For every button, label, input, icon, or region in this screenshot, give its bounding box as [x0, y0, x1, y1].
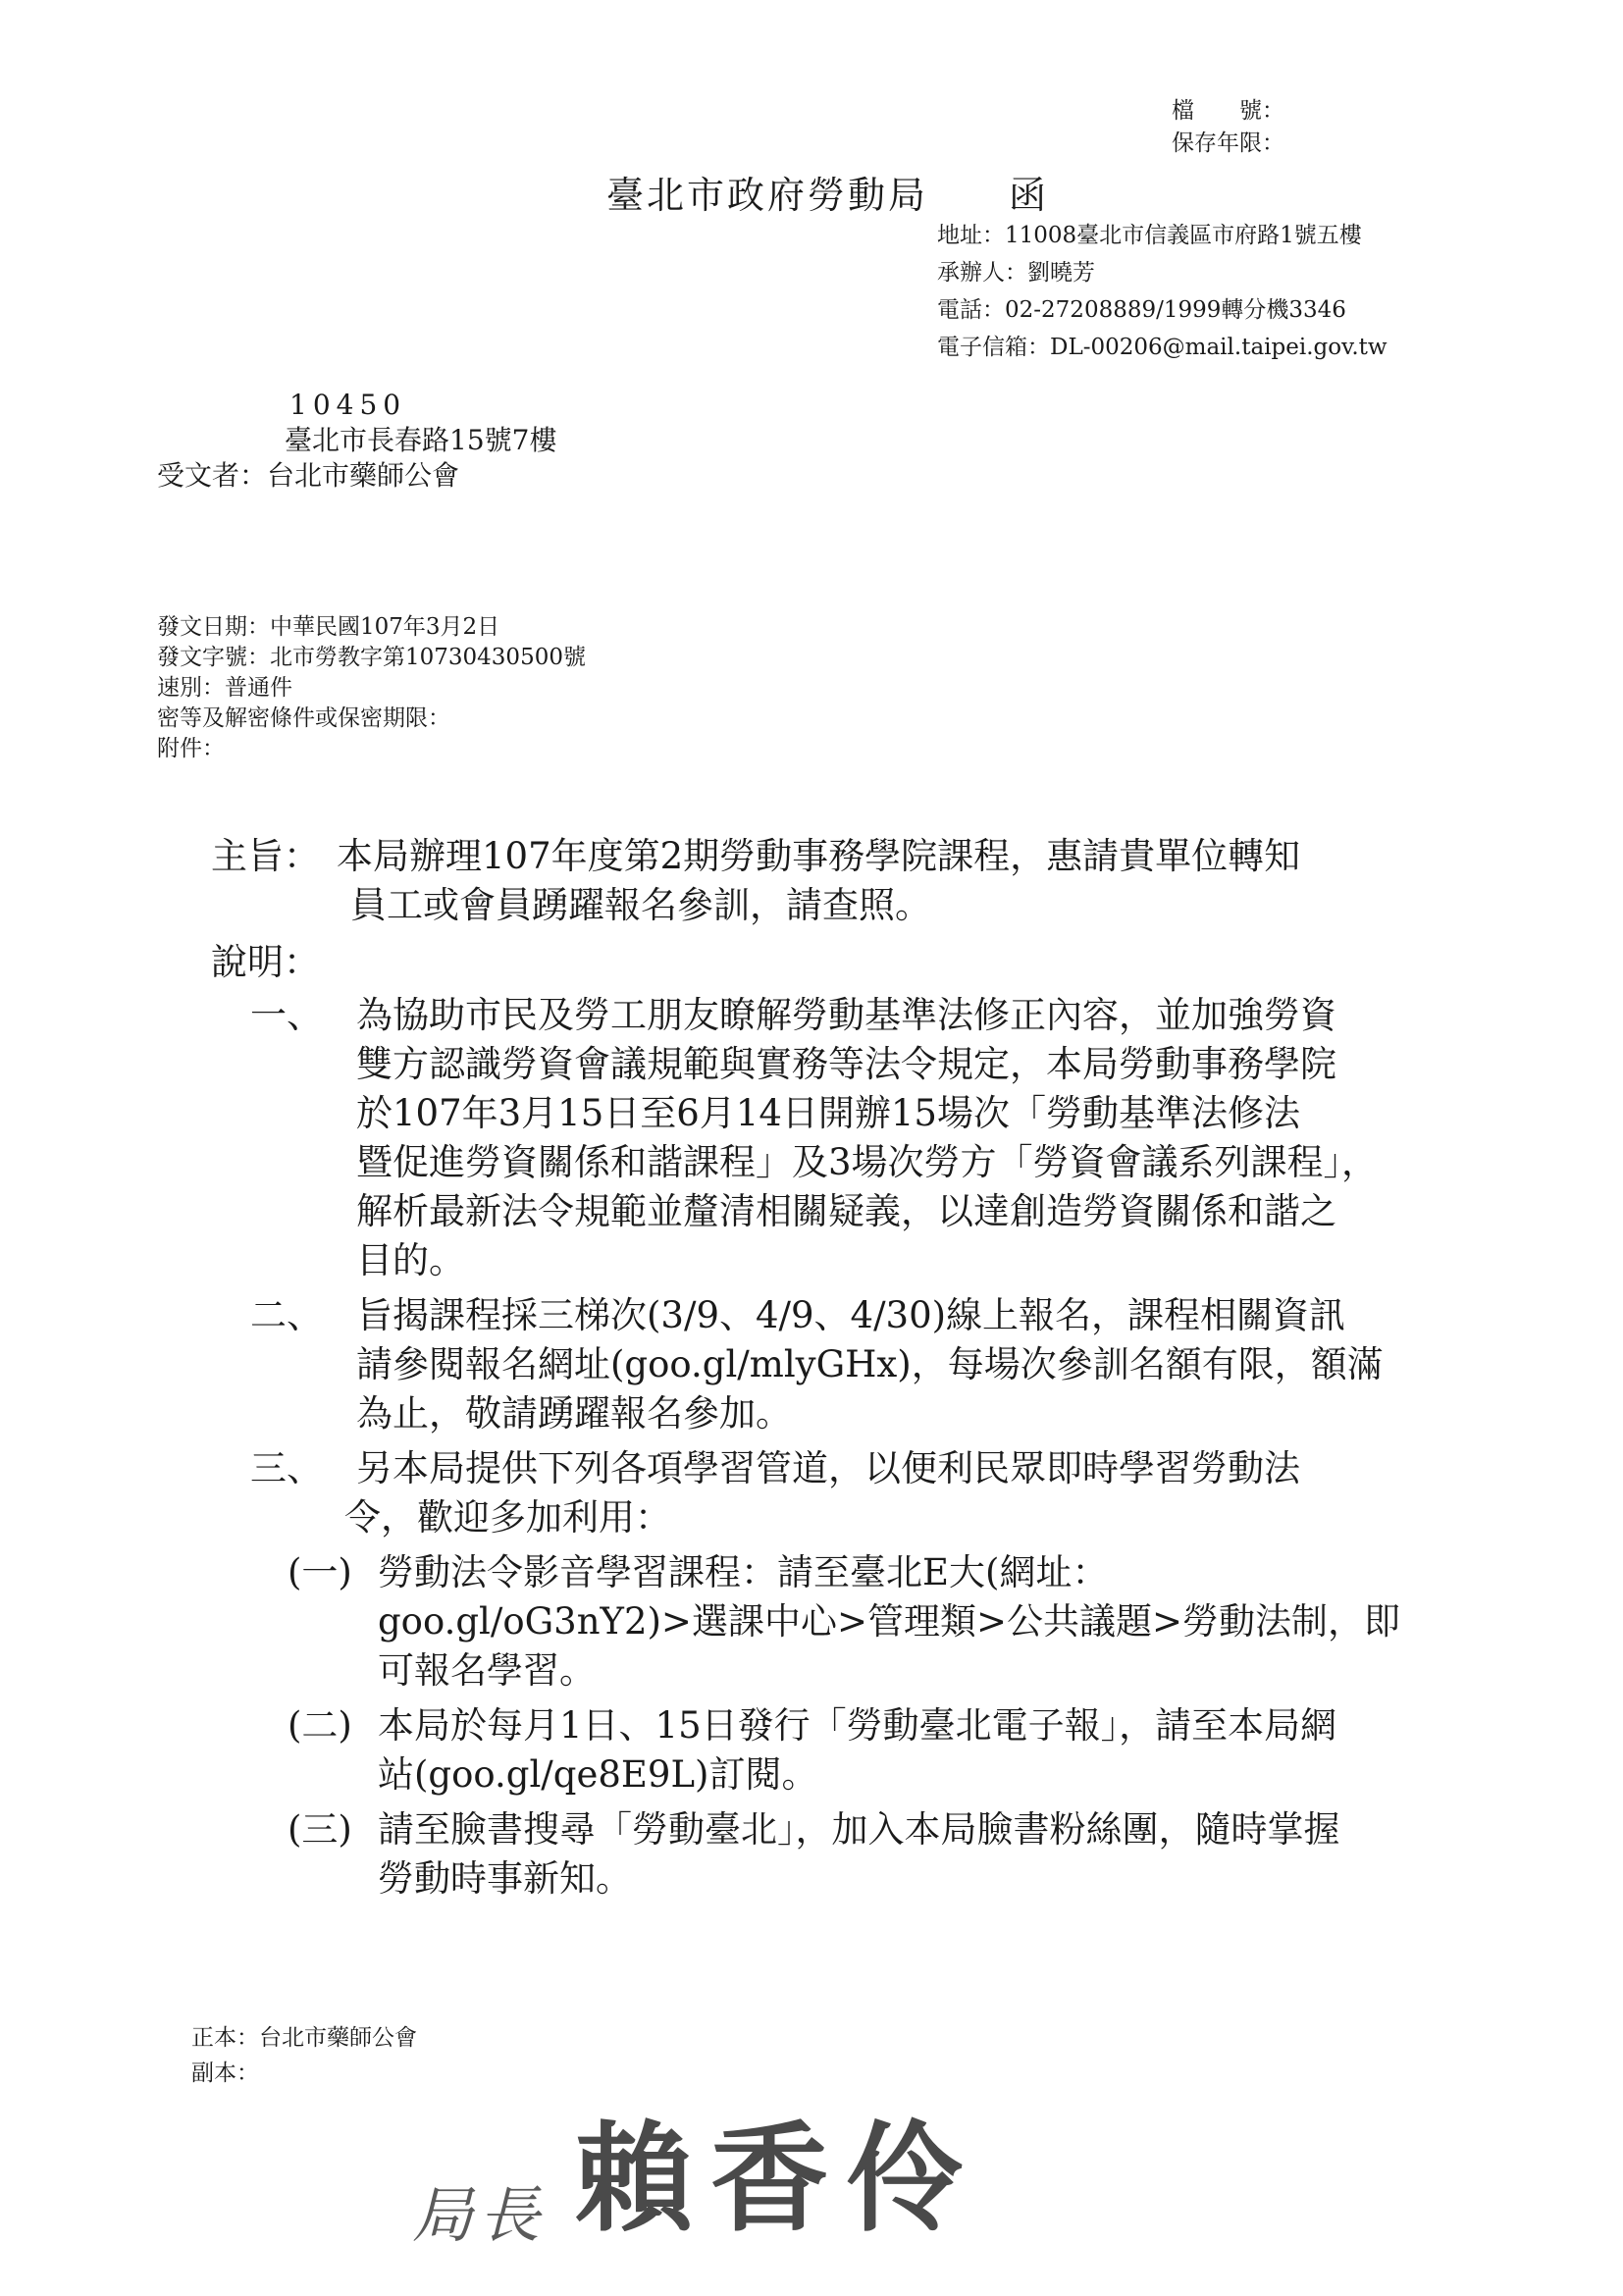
sub-item-text	[378, 1805, 1340, 1904]
recipient-name: 受文者：台北市藥師公會	[157, 459, 460, 492]
secrecy-level: 密等及解密條件或保密期限：	[157, 705, 450, 731]
item-line: 於107年3月15日至6月14日開辦15場次「勞動基準法修法	[356, 1092, 1300, 1134]
signature-title: 局長	[412, 2179, 547, 2251]
item-text	[344, 1444, 1300, 1542]
item-line: 目的。	[356, 1239, 465, 1281]
sub-item	[211, 1548, 1400, 1696]
sub-item-line: 本局於每月1日、15日發行「勞動臺北電子報」，請至本局網	[378, 1704, 1337, 1747]
item-text	[356, 1291, 1384, 1438]
subject-text	[337, 832, 1300, 930]
filing-info	[1172, 96, 1284, 161]
contact-address: 地址：11008臺北市信義區市府路1號五樓	[937, 223, 1362, 248]
item-line: 解析最新法令規範並釐清相關疑義，以達創造勞資關係和諧之	[356, 1190, 1336, 1232]
document-meta	[157, 612, 586, 764]
attachment: 附件：	[157, 736, 225, 761]
item-line: 令，歡迎多加利用：	[344, 1496, 671, 1539]
contact-handler: 承辦人：劉曉芳	[937, 260, 1095, 286]
sub-item-number: (三)	[288, 1808, 352, 1851]
item-line: 雙方認識勞資會議規範與實務等法令規定，本局勞動事務學院	[356, 1043, 1336, 1085]
subject-line: 本局辦理107年度第2期勞動事務學院課程，惠請貴單位轉知	[337, 835, 1301, 877]
item-number: 一、	[250, 994, 323, 1036]
document-title: 臺北市政府勞動局 函	[606, 174, 1050, 217]
sub-item-number: (一)	[288, 1551, 352, 1593]
item-number: 二、	[250, 1294, 323, 1336]
sub-item	[211, 1701, 1400, 1800]
item-line: 旨揭課程採三梯次(3/9、4/9、4/30)線上報名，課程相關資訊	[356, 1294, 1346, 1336]
contact-block	[937, 221, 1387, 370]
signature-name: 賴香伶	[575, 2110, 982, 2248]
item-line: 另本局提供下列各項學習管道，以便利民眾即時學習勞動法	[356, 1447, 1300, 1489]
sub-item	[211, 1805, 1400, 1904]
sub-item-line: 請至臉書搜尋「勞動臺北」，加入本局臉書粉絲團，隨時掌握	[378, 1808, 1340, 1851]
recipient-address: 臺北市長春路15號7樓	[285, 424, 557, 456]
item-line: 暨促進勞資關係和諧課程」及3場次勞方「勞資會議系列課程」，	[356, 1141, 1379, 1183]
file-number: 檔 號：	[1172, 98, 1284, 124]
explanation-item	[211, 1291, 1400, 1438]
subject-label: 主旨：	[211, 835, 320, 877]
recipient-block	[157, 388, 556, 494]
subject-line: 員工或會員踴躍報名參訓，請查照。	[350, 884, 931, 926]
sub-item-line: 勞動時事新知。	[378, 1857, 632, 1900]
original-recipient: 正本：台北市藥師公會	[191, 2025, 417, 2051]
sub-item-text	[378, 1701, 1336, 1800]
signature-stamp	[412, 2085, 981, 2254]
explanation-item	[211, 1444, 1400, 1542]
contact-phone: 電話：02-27208889/1999轉分機3346	[937, 297, 1346, 323]
explanation-label: 說明：	[211, 941, 320, 983]
item-line: 請參閱報名網址(goo.gl/mlyGHx)，每場次參訓名額有限，額滿	[356, 1343, 1384, 1385]
sub-item-line: 可報名學習。	[378, 1649, 596, 1692]
item-number: 三、	[250, 1447, 323, 1489]
retention-period: 保存年限：	[1172, 130, 1284, 156]
item-text	[356, 991, 1378, 1285]
item-line: 為協助市民及勞工朋友瞭解勞動基準法修正內容，並加強勞資	[356, 994, 1336, 1036]
subject-section	[211, 832, 1400, 930]
postal-code: 10450	[289, 389, 407, 421]
sub-item-line: goo.gl/oG3nY2)>選課中心>管理類>公共議題>勞動法制，即	[378, 1600, 1400, 1643]
document-number: 發文字號：北市勞教字第10730430500號	[157, 645, 586, 670]
sub-item-line: 站(goo.gl/qe8E9L)訂閱。	[378, 1753, 818, 1796]
copies-block	[191, 2023, 417, 2094]
sub-item-line: 勞動法令影音學習課程：請至臺北E大(網址：	[378, 1551, 1109, 1593]
explanation-item	[211, 991, 1400, 1285]
sub-item-text	[378, 1548, 1400, 1696]
delivery-speed: 速別：普通件	[157, 675, 292, 701]
issue-date: 發文日期：中華民國107年3月2日	[157, 614, 500, 640]
item-line: 為止，敬請踴躍報名參加。	[356, 1392, 792, 1435]
document-body	[211, 832, 1400, 1904]
contact-email: 電子信箱：DL-00206@mail.taipei.gov.tw	[937, 335, 1387, 360]
sub-item-number: (二)	[288, 1704, 352, 1747]
duplicate-recipient: 副本：	[191, 2061, 259, 2086]
